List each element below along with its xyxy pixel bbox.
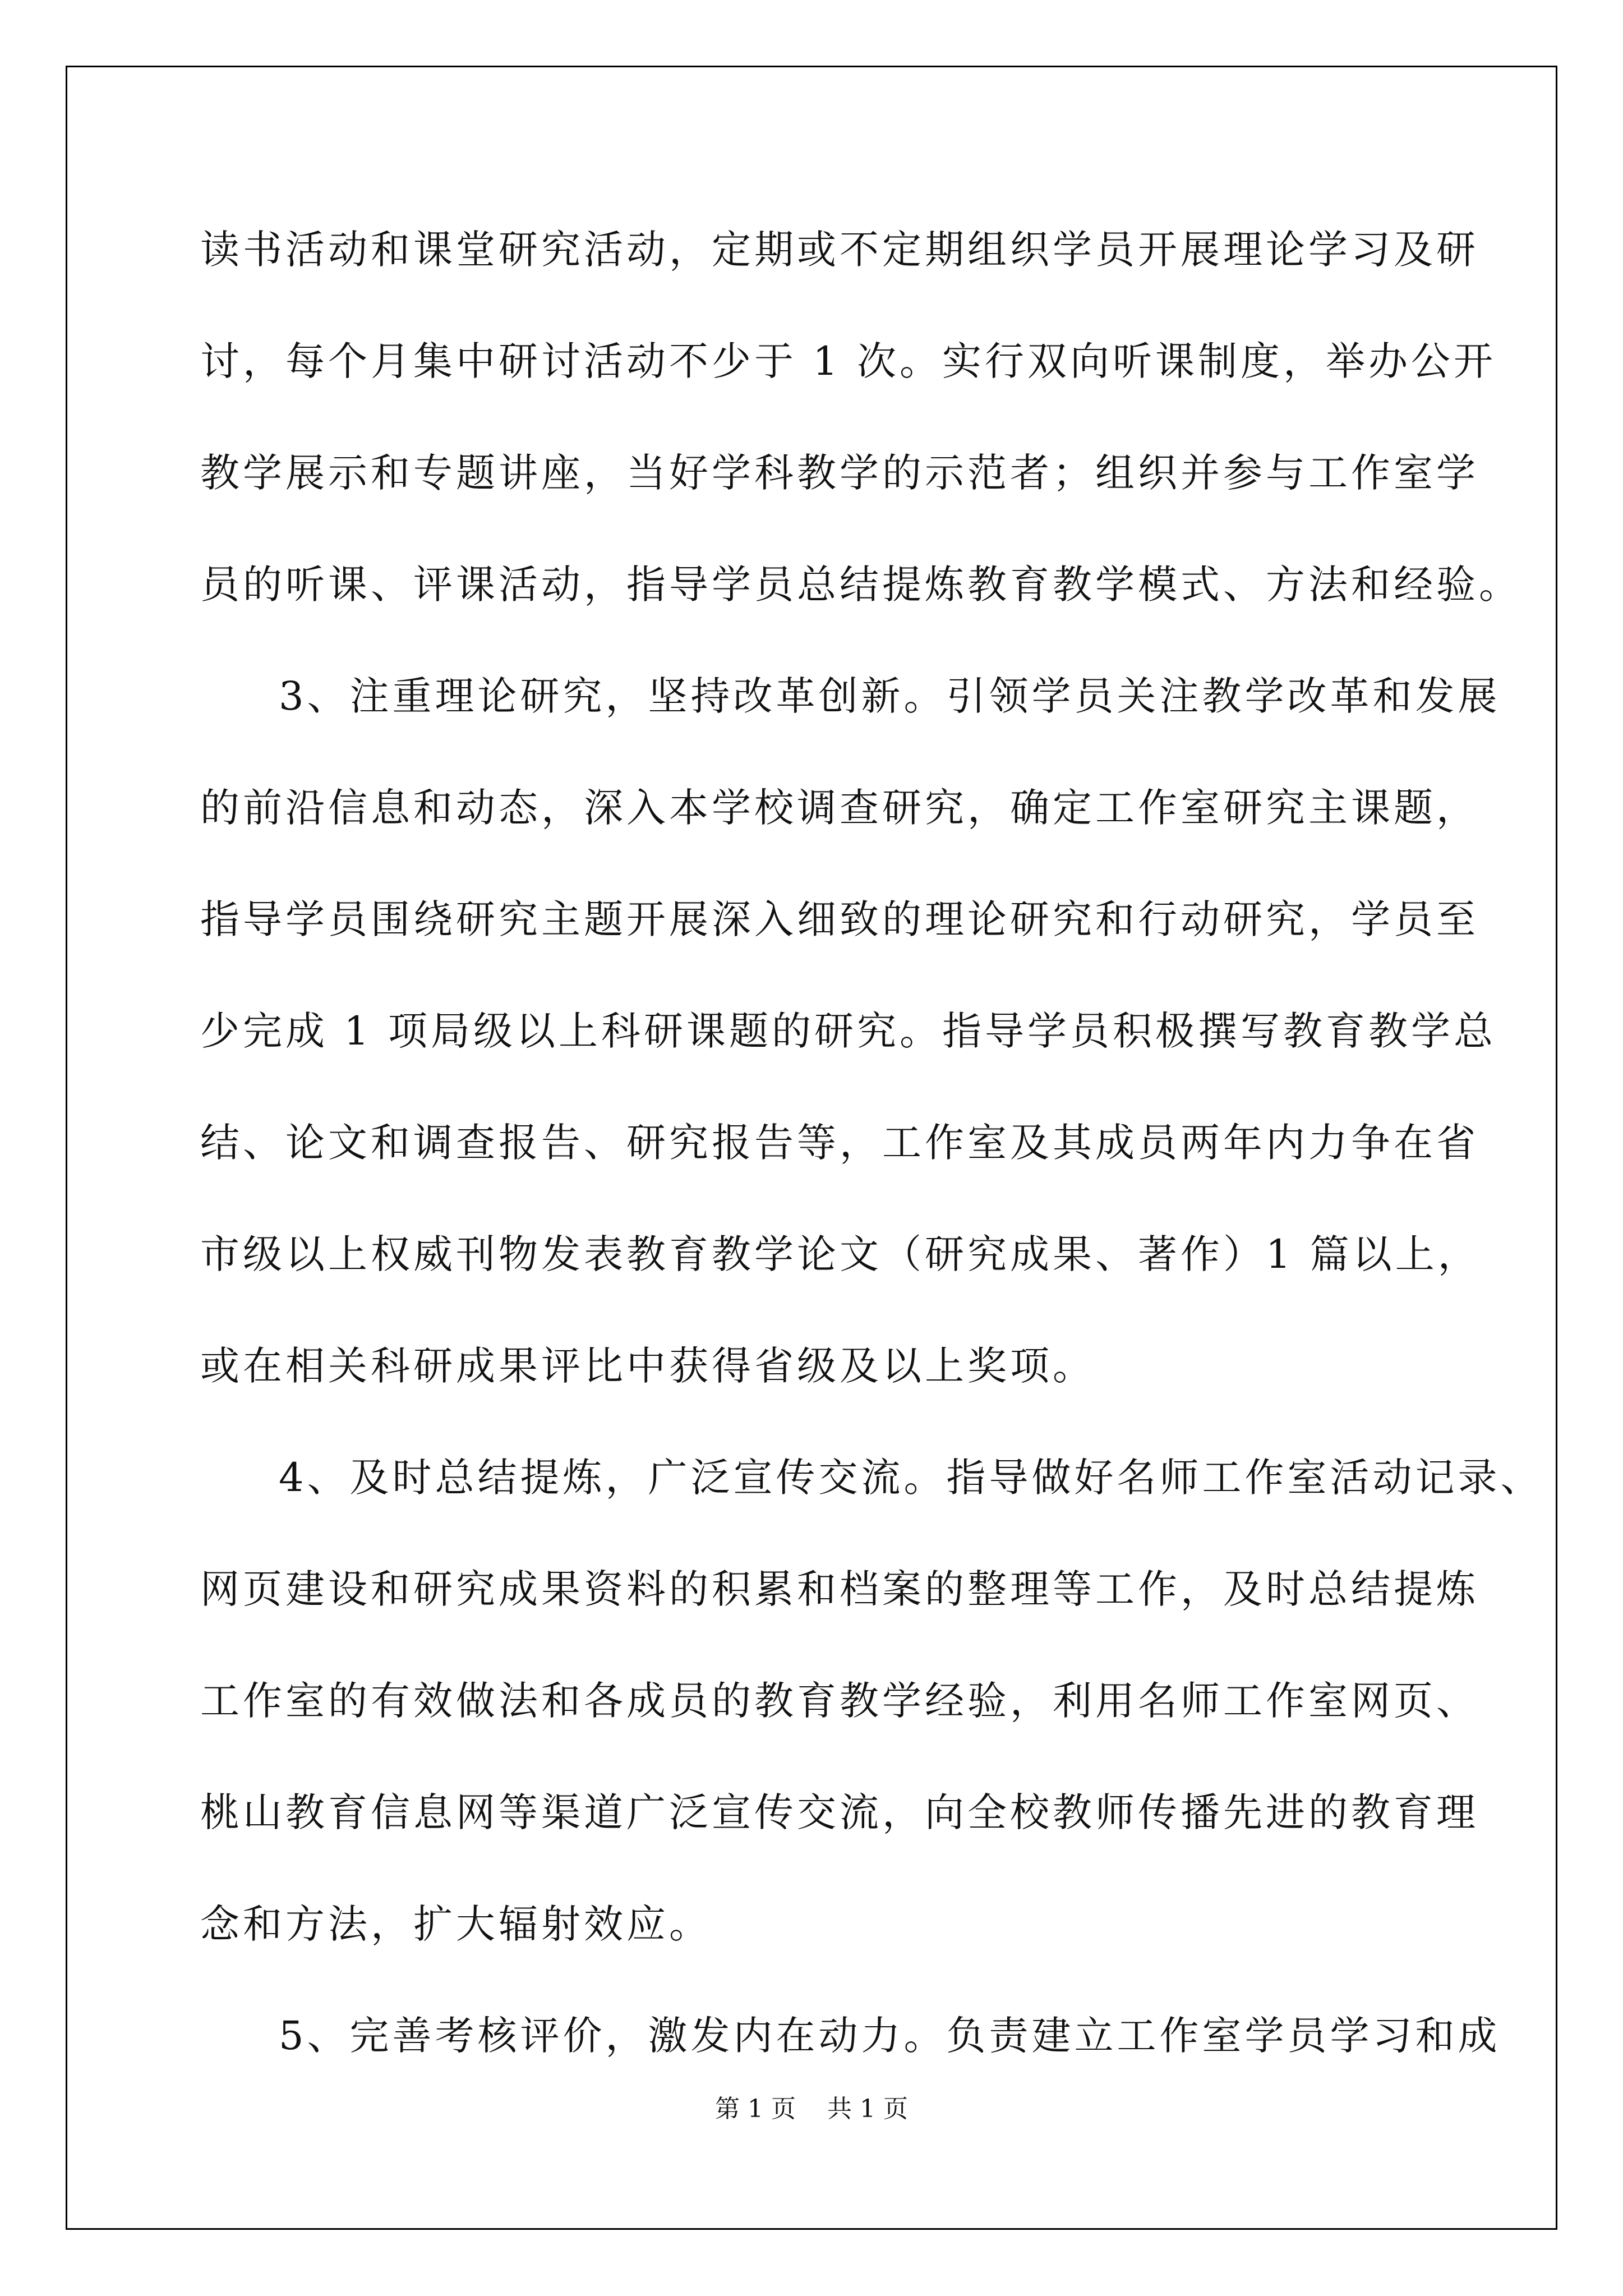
page-footer [0, 2092, 1623, 2126]
text-line: 结、论文和调查报告、研究报告等，工作室及其成员两年内力争在省 [200, 1120, 1479, 1166]
paragraph-3-start: 3、注重理论研究，坚持改革创新。引领学员关注教学改革和发展 [279, 673, 1501, 719]
text-line: 教学展示和专题讲座，当好学科教学的示范者；组织并参与工作室学 [200, 450, 1479, 496]
text-line: 员的听课、评课活动，指导学员总结提炼教育教学模式、方法和经验。 [200, 562, 1521, 608]
paragraph-4-start: 4、及时总结提炼，广泛宣传交流。指导做好名师工作室活动记录、 [279, 1455, 1543, 1501]
text-line: 或在相关科研成果评比中获得省级及以上奖项。 [200, 1343, 1095, 1389]
text-line: 网页建设和研究成果资料的积累和档案的整理等工作，及时总结提炼 [200, 1566, 1479, 1612]
text-line: 的前沿信息和动态，深入本学校调查研究，确定工作室研究主课题， [200, 785, 1479, 831]
text-line: 指导学员围绕研究主题开展深入细致的理论研究和行动研究，学员至 [200, 896, 1479, 942]
text-line: 讨，每个月集中研讨活动不少于 1 次。实行双向听课制度，举办公开 [200, 338, 1497, 384]
text-line: 市级以上权威刊物发表教育教学论文（研究成果、著作）1 篇以上， [200, 1231, 1481, 1277]
page-number-total: 共 1 页 [827, 2095, 908, 2123]
text-line: 桃山教育信息网等渠道广泛宣传交流，向全校教师传播先进的教育理 [200, 1789, 1479, 1835]
text-line: 读书活动和课堂研究活动，定期或不定期组织学员开展理论学习及研 [200, 227, 1479, 273]
paragraph-5-start: 5、完善考核评价，激发内在动力。负责建立工作室学员学习和成 [279, 2013, 1501, 2059]
text-line: 念和方法，扩大辐射效应。 [200, 1901, 712, 1947]
text-line: 少完成 1 项局级以上科研课题的研究。指导学员积极撰写教育教学总 [200, 1008, 1497, 1054]
page-number-current: 第 1 页 [715, 2095, 796, 2123]
text-line: 工作室的有效做法和各成员的教育教学经验，利用名师工作室网页、 [200, 1678, 1479, 1724]
